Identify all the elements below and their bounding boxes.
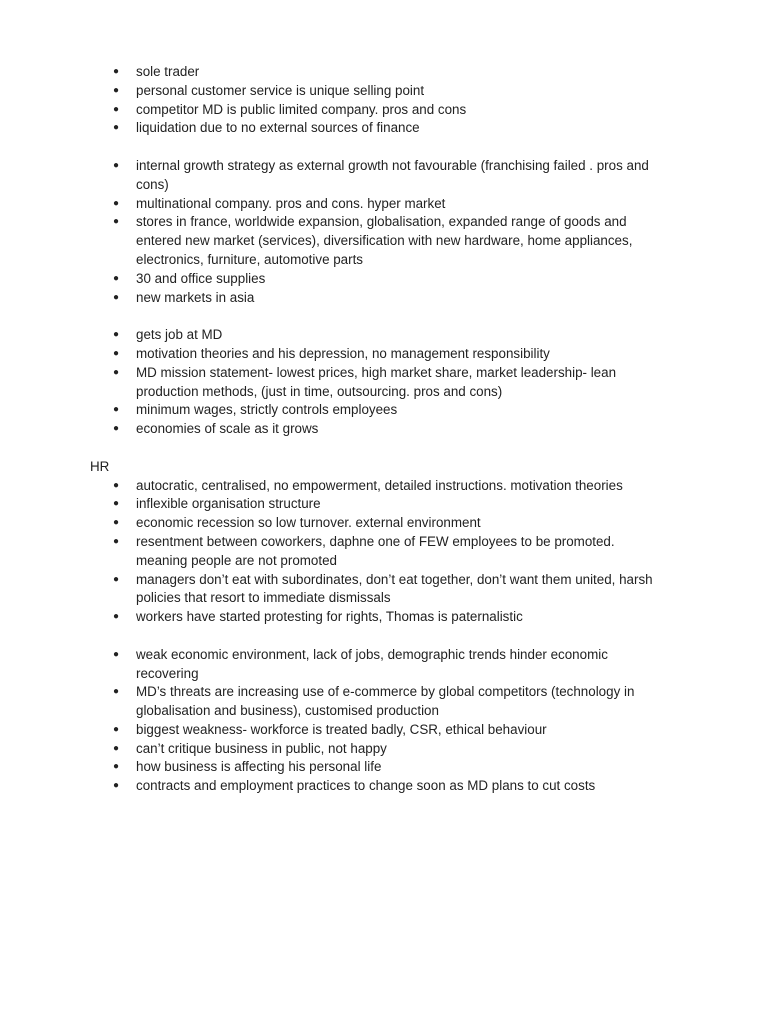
bullet-icon: ● xyxy=(113,780,120,792)
bullet-icon: ● xyxy=(113,517,120,529)
list-item xyxy=(0,401,666,420)
bullet-icon: ● xyxy=(113,329,120,341)
bullet-icon: ● xyxy=(113,291,120,303)
bullet-icon: ● xyxy=(113,723,120,735)
list-item xyxy=(0,157,666,195)
bullet-icon: ● xyxy=(113,498,120,510)
list-item xyxy=(0,571,666,609)
bullet-icon: ● xyxy=(113,611,120,623)
list-item xyxy=(0,213,666,269)
bullet-icon: ● xyxy=(113,103,120,115)
bullet-group xyxy=(0,646,768,796)
bullet-icon: ● xyxy=(113,742,120,754)
list-item-text: sole trader xyxy=(136,64,200,79)
list-item xyxy=(0,740,666,759)
list-item xyxy=(0,777,666,796)
bullet-icon: ● xyxy=(113,272,120,284)
list-item xyxy=(0,758,666,777)
document-page xyxy=(0,63,768,796)
list-item-text: autocratic, centralised, no empowerment, detailed instructions. motivation theories xyxy=(136,477,623,493)
list-item-text: minimum wages, strictly controls employees xyxy=(136,402,398,418)
list-item xyxy=(0,82,666,101)
list-item xyxy=(0,683,666,721)
list-item xyxy=(0,477,666,496)
list-item-text: internal growth strategy as external growth not favourable (franchising failed . pros and cons) xyxy=(136,157,649,192)
bullet-icon: ● xyxy=(113,366,120,378)
list-item-text: managers don’t eat with subordinates, don’t eat together, don’t want them united, harsh policies that resort to immediate dismissals xyxy=(136,571,653,606)
list-item xyxy=(0,270,666,289)
list-item xyxy=(0,119,666,138)
bullet-icon: ● xyxy=(113,84,120,96)
bullet-icon: ● xyxy=(113,573,120,585)
list-item-text: economies of scale as it grows xyxy=(136,421,319,437)
list-item-text: resentment between coworkers, daphne one of FEW employees to be promoted. meaning people are not promoted xyxy=(136,533,615,568)
bullet-icon: ● xyxy=(113,159,120,171)
list-item xyxy=(0,289,666,308)
list-item-text: can’t critique business in public, not happy xyxy=(136,740,387,756)
list-item xyxy=(0,533,666,571)
list-item-text: gets job at MD xyxy=(136,327,223,343)
list-item xyxy=(0,195,666,214)
list-item-text: biggest weakness- workforce is treated badly, CSR, ethical behaviour xyxy=(136,721,547,737)
list-item xyxy=(0,101,666,120)
list-item-text: stores in france, worldwide expansion, globalisation, expanded range of goods and entered new market (services), diversification with new hardware, home appliances, electronics, furniture, automotive parts xyxy=(136,214,633,267)
bullet-icon: ● xyxy=(113,479,120,491)
bullet-icon: ● xyxy=(113,648,120,660)
list-item-text: competitor MD is public limited company. pros and cons xyxy=(136,101,467,117)
list-item-text: MD mission statement- lowest prices, high market share, market leadership- lean production methods, (just in time, outsourcing. pros and cons) xyxy=(136,364,617,399)
bullet-icon: ● xyxy=(113,423,120,435)
bullet-group xyxy=(0,326,768,439)
list-item xyxy=(0,646,666,684)
list-item-text: how business is affecting his personal life xyxy=(136,759,382,775)
list-item xyxy=(0,326,666,345)
list-item-text: liquidation due to no external sources of finance xyxy=(136,120,420,136)
bullet-icon: ● xyxy=(113,347,120,359)
bullet-icon: ● xyxy=(113,197,120,209)
list-item-text: workers have started protesting for rights, Thomas is paternalistic xyxy=(136,609,523,625)
bullet-icon: ● xyxy=(113,122,120,134)
bullet-icon: ● xyxy=(113,216,120,228)
bullet-group xyxy=(0,63,768,138)
list-item-text: personal customer service is unique selling point xyxy=(136,82,425,98)
list-item xyxy=(0,495,666,514)
bullet-icon: ● xyxy=(113,535,120,547)
bullet-icon: ● xyxy=(113,686,120,698)
list-item-text: motivation theories and his depression, no management responsibility xyxy=(136,345,550,361)
list-item-text: multinational company. pros and cons. hyper market xyxy=(136,195,446,211)
section-heading: HR xyxy=(90,458,110,474)
list-item-text: MD’s threats are increasing use of e-commerce by global competitors (technology in globalisation and business), customised production xyxy=(136,684,635,719)
bullet-icon: ● xyxy=(113,404,120,416)
bullet-icon: ● xyxy=(113,66,120,77)
bullet-group xyxy=(0,458,768,627)
list-item-text: economic recession so low turnover. external environment xyxy=(136,515,481,531)
list-item xyxy=(0,63,666,82)
list-item-text: contracts and employment practices to change soon as MD plans to cut costs xyxy=(136,778,596,794)
list-item-text: weak economic environment, lack of jobs, demographic trends hinder economic recovering xyxy=(136,646,608,681)
bullet-list xyxy=(0,326,768,439)
list-item xyxy=(0,345,666,364)
list-item-text: inflexible organisation structure xyxy=(136,496,321,512)
bullet-list xyxy=(0,157,768,307)
bullet-list xyxy=(0,646,768,796)
bullet-list xyxy=(0,477,768,627)
list-item-text: new markets in asia xyxy=(136,289,255,305)
list-item xyxy=(0,364,666,402)
bullet-icon: ● xyxy=(113,761,120,773)
list-item xyxy=(0,420,666,439)
list-item xyxy=(0,608,666,627)
list-item-text: 30 and office supplies xyxy=(136,270,266,286)
list-item xyxy=(0,721,666,740)
bullet-list xyxy=(0,63,768,138)
list-item xyxy=(0,514,666,533)
bullet-group xyxy=(0,157,768,307)
